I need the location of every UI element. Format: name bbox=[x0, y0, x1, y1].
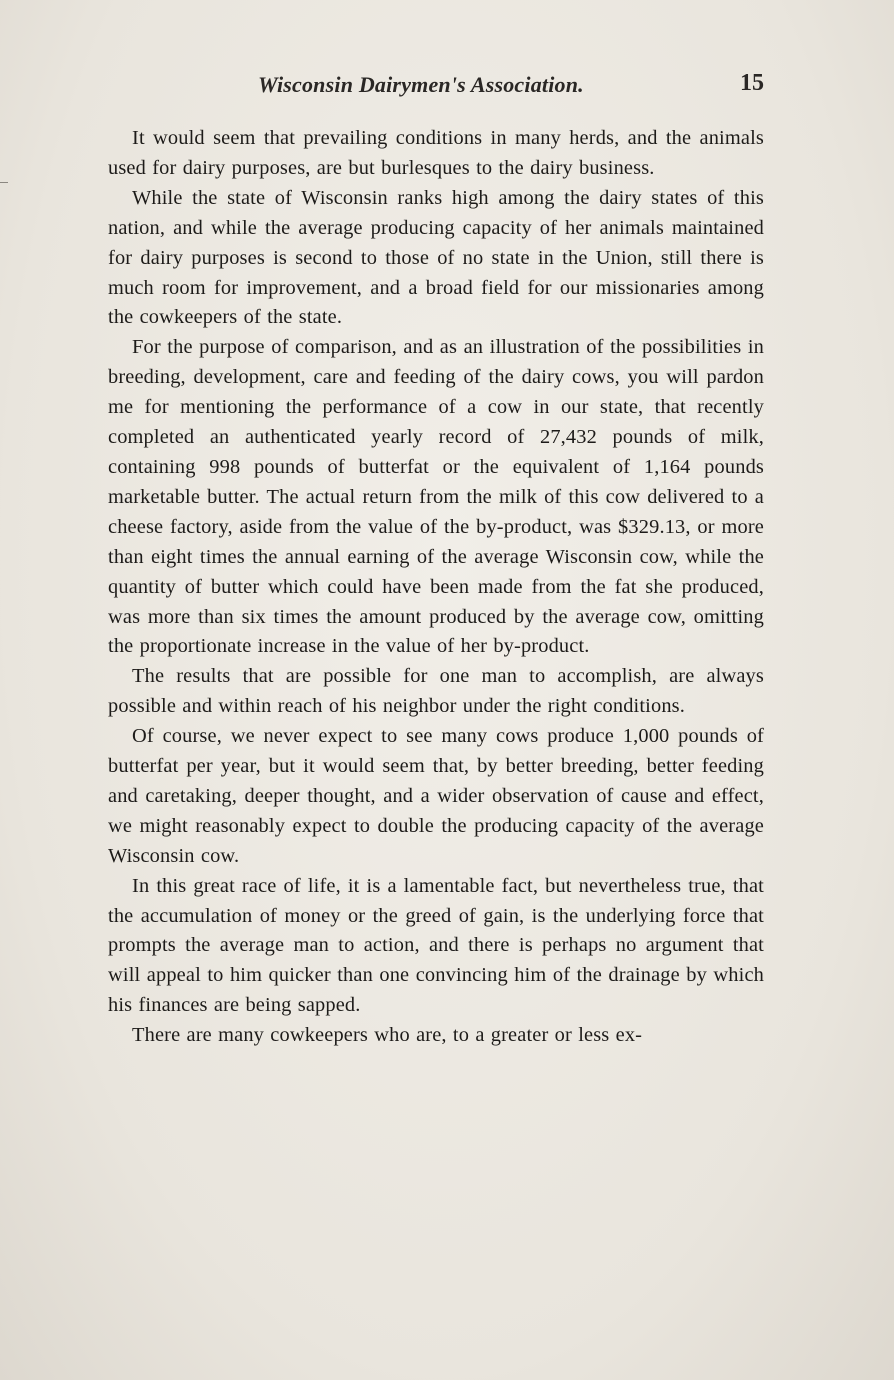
paragraph-6: In this great race of life, it is a lamentable fact, but nevertheless true, that the accumulation of money or the greed of gain, is the underlying force that prompts the average man to action, and there is perhaps no argument that will appeal to him quicker than one convincing him of the drainage by which his finances are being sapped. bbox=[108, 874, 764, 1017]
paragraph-3: For the purpose of comparison, and as an illustration of the possibilities in breeding, development, care and feeding of the dairy cows, you will pardon me for mentioning the performance of a cow in our state, that recently completed an authenticated yearly record of 27,432 pounds of milk, containing 998 pounds of butterfat or the equivalent of 1,164 pounds marketable butter. The actual return from the milk of this cow delivered to a cheese factory, aside from the value of the by-product, was $329.13, or more than eight times the annual earning of the average Wisconsin cow, while the quantity of butter which could have been made from the fat she produced, was more than six times the amount produced by the average cow, omitting the proportionate increase in the value of her by-product. bbox=[108, 336, 764, 658]
paragraph-7: There are many cowkeepers who are, to a greater or less ex- bbox=[132, 1024, 643, 1047]
margin-mark bbox=[0, 182, 8, 183]
body-text bbox=[108, 124, 764, 1051]
paragraph-1: It would seem that prevailing conditions in many herds, and the animals used for dairy purposes, are but burlesques to the dairy business. bbox=[108, 127, 764, 179]
running-head bbox=[108, 66, 764, 102]
paragraph-2: While the state of Wisconsin ranks high among the dairy states of this nation, and while the average producing capacity of her animals maintained for dairy purposes is second to those of no state in the Union, still there is much room for improvement, and a broad field for our missionaries among the cowkeepers of the state. bbox=[108, 186, 764, 329]
running-title: Wisconsin Dairymen's Association. bbox=[258, 72, 584, 97]
paragraph-5: Of course, we never expect to see many cows produce 1,000 pounds of butterfat per year, but it would seem that, by better breeding, better feeding and caretaking, deeper thought, and a wider observation of cause and effect, we might reasonably expect to double the producing capacity of the average Wisconsin cow. bbox=[108, 725, 764, 867]
paragraph-4: The results that are possible for one man to accomplish, are always possible and within reach of his neighbor under the right conditions. bbox=[108, 665, 764, 718]
page-number: 15 bbox=[740, 70, 764, 96]
